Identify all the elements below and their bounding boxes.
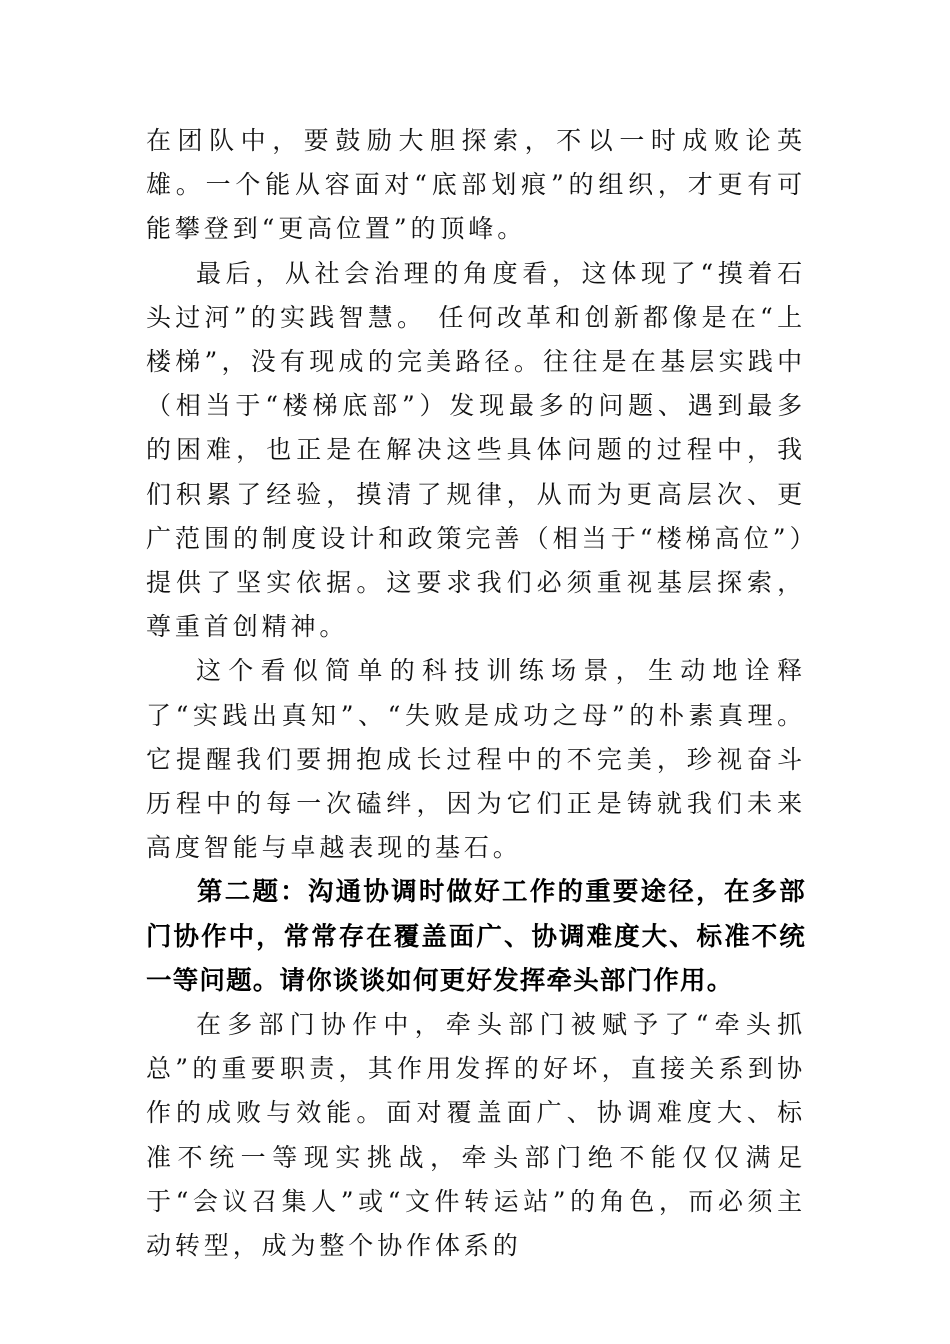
paragraph-social-governance: 最后，从社会治理的角度看，这体现了“摸着石头过河”的实践智慧。 任何改革和创新都像是在“上楼梯”，没有现成的完美路径。往往是在基层实践中（相当于“楼梯底部”）发现最多的问题、遇到最多的困难，也正是在解决这些具体问题的过程中，我们积累了经验，摸清了规律，从而为更高层次、更广范围的制度设计和政策完善（相当于“楼梯高位”）提供了坚实依据。这要求我们必须重视基层探索，尊重首创精神。 [146, 258, 806, 642]
question-two-heading: 第二题：沟通协调时做好工作的重要途径，在多部门协作中，常常存在覆盖面广、协调难度大、标准不统一等问题。请你谈谈如何更好发挥牵头部门作用。 [146, 877, 806, 996]
document-body [146, 119, 806, 1268]
paragraph-lead-department: 在多部门协作中，牵头部门被赋予了“牵头抓总”的重要职责，其作用发挥的好坏，直接关系到协作的成败与效能。面对覆盖面广、协调难度大、标准不统一等现实挑战，牵头部门绝不能仅仅满足于“会议召集人”或“文件转运站”的角色，而必须主动转型，成为整个协作体系的 [146, 1010, 806, 1261]
paragraph-team-exploration: 在团队中，要鼓励大胆探索，不以一时成败论英雄。一个能从容面对“底部划痕”的组织，才更有可能攀登到“更高位置”的顶峰。 [146, 126, 806, 244]
paragraph-practice-truth: 这个看似简单的科技训练场景，生动地诠释了“实践出真知”、“失败是成功之母”的朴素真理。它提醒我们要拥抱成长过程中的不完美，珍视奋斗历程中的每一次磕绊，因为它们正是铸就我们未来高度智能与卓越表现的基石。 [146, 656, 806, 863]
